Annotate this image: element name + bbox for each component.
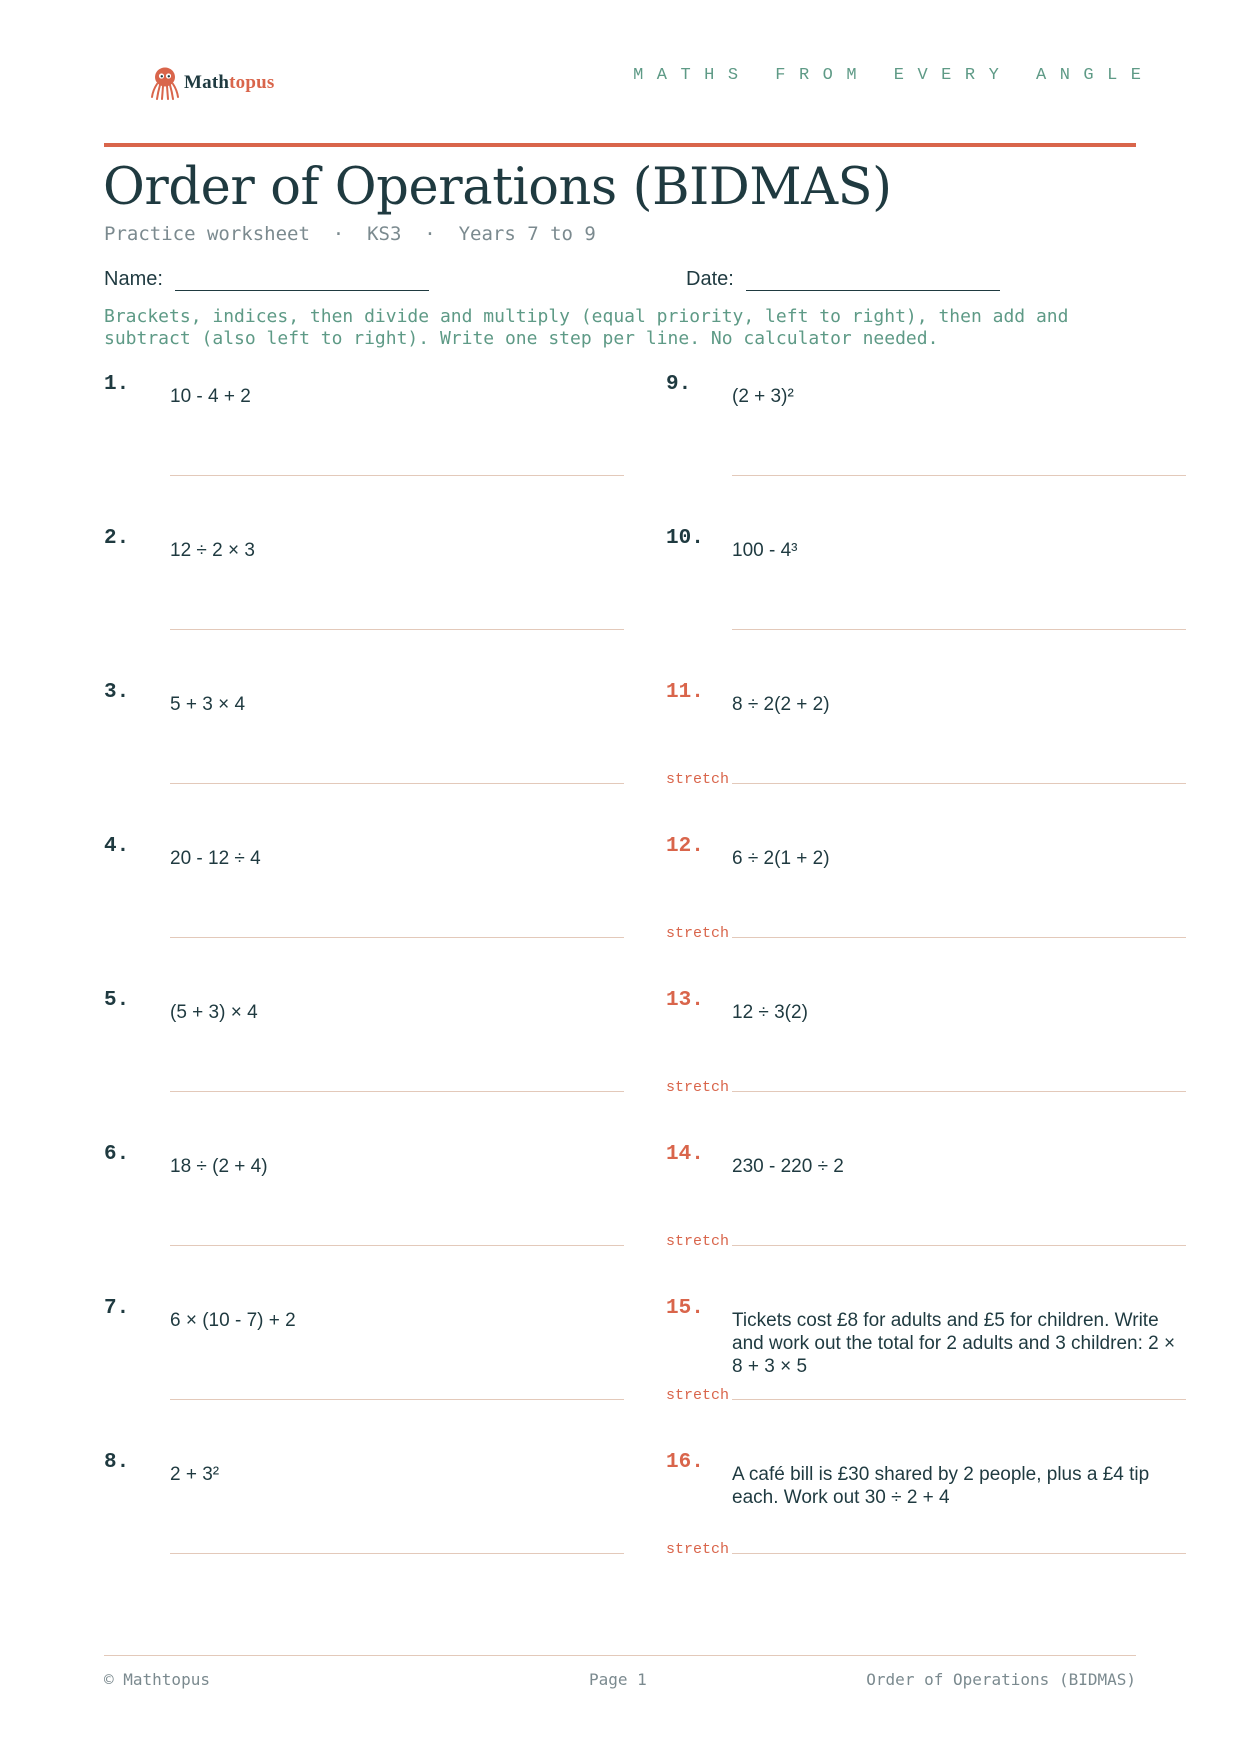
question-text: 20 - 12 ÷ 4 [170, 848, 261, 869]
instructions: Brackets, indices, then divide and multiply (equal priority, left to right), then add and subtract (also left to right). Write one step per line. No calculator needed. [104, 306, 1069, 349]
question-item [104, 373, 624, 525]
question-number: 14. [666, 1143, 704, 1166]
question-number: 9. [666, 373, 692, 396]
question-text: 6 ÷ 2(1 + 2) [732, 848, 830, 869]
date-blank[interactable] [746, 270, 1000, 291]
answer-line[interactable] [732, 629, 1186, 630]
stretch-tag: stretch [666, 925, 730, 942]
stretch-tag: stretch [666, 1079, 730, 1096]
stretch-tag: stretch [666, 1233, 730, 1250]
page-subtitle: Practice worksheet · KS3 · Years 7 to 9 [104, 223, 596, 245]
question-number: 5. [104, 989, 130, 1012]
answer-line[interactable] [170, 629, 624, 630]
answer-line[interactable] [170, 1399, 624, 1400]
question-text: 6 × (10 - 7) + 2 [170, 1310, 296, 1331]
stretch-tag: stretch [666, 1541, 730, 1558]
question-item [104, 1451, 624, 1603]
answer-line[interactable] [170, 475, 624, 476]
question-text: Tickets cost £8 for adults and £5 for children. Write and work out the total for 2 adults and 3 children: 2 × 8 + 3 × 5 [732, 1310, 1176, 1377]
question-number: 1. [104, 373, 130, 396]
question-item [104, 989, 624, 1141]
question-item [666, 1143, 1186, 1295]
footer-page-number: Page 1 [589, 1670, 647, 1689]
header-divider [104, 143, 1136, 147]
date-label: Date: [686, 268, 734, 290]
question-number: 8. [104, 1451, 130, 1474]
answer-line[interactable] [732, 1399, 1186, 1400]
answer-line[interactable] [170, 1091, 624, 1092]
question-item [104, 1143, 624, 1295]
name-label: Name: [104, 268, 163, 290]
question-text: A café bill is £30 shared by 2 people, plus a £4 tip each. Work out 30 ÷ 2 + 4 [732, 1464, 1150, 1508]
question-number: 15. [666, 1297, 704, 1320]
question-number: 7. [104, 1297, 130, 1320]
question-item [104, 527, 624, 679]
footer-divider [104, 1655, 1136, 1656]
question-text: (5 + 3) × 4 [170, 1002, 258, 1023]
answer-line[interactable] [732, 1553, 1186, 1554]
question-number: 10. [666, 527, 704, 550]
answer-line[interactable] [170, 1553, 624, 1554]
question-item [666, 527, 1186, 679]
question-item [104, 681, 624, 833]
name-blank[interactable] [175, 270, 429, 291]
question-item [104, 1297, 624, 1449]
octopus-icon [150, 66, 180, 100]
question-item [666, 835, 1186, 987]
answer-line[interactable] [170, 937, 624, 938]
question-text: 8 ÷ 2(2 + 2) [732, 694, 830, 715]
question-number: 11. [666, 681, 704, 704]
page-title: Order of Operations (BIDMAS) [103, 158, 892, 217]
footer-copyright: © Mathtopus [104, 1670, 210, 1689]
question-item [666, 373, 1186, 525]
answer-line[interactable] [732, 1245, 1186, 1246]
answer-line[interactable] [170, 783, 624, 784]
brand-logo [150, 66, 275, 100]
question-text: 5 + 3 × 4 [170, 694, 246, 715]
question-number: 3. [104, 681, 130, 704]
brand-name-part2: topus [229, 72, 275, 93]
question-item [666, 1297, 1186, 1449]
question-item [666, 1451, 1186, 1603]
tagline: MATHS FROM EVERY ANGLE [633, 66, 1155, 85]
question-number: 4. [104, 835, 130, 858]
date-field[interactable] [686, 268, 1000, 291]
question-text: 230 - 220 ÷ 2 [732, 1156, 844, 1177]
question-text: 10 - 4 + 2 [170, 386, 251, 407]
question-text: 12 ÷ 3(2) [732, 1002, 808, 1023]
question-number: 13. [666, 989, 704, 1012]
stretch-tag: stretch [666, 1387, 730, 1404]
question-number: 12. [666, 835, 704, 858]
answer-line[interactable] [170, 1245, 624, 1246]
question-item [666, 989, 1186, 1141]
question-text: 100 - 4³ [732, 540, 798, 561]
question-text: 12 ÷ 2 × 3 [170, 540, 255, 561]
question-number: 6. [104, 1143, 130, 1166]
stretch-tag: stretch [666, 771, 730, 788]
answer-line[interactable] [732, 937, 1186, 938]
footer-doc-title: Order of Operations (BIDMAS) [866, 1670, 1136, 1689]
answer-line[interactable] [732, 475, 1186, 476]
question-text: (2 + 3)² [732, 386, 794, 407]
question-item [104, 835, 624, 987]
question-text: 2 + 3² [170, 1464, 220, 1485]
name-field[interactable] [104, 268, 429, 291]
question-number: 16. [666, 1451, 704, 1474]
question-number: 2. [104, 527, 130, 550]
answer-line[interactable] [732, 1091, 1186, 1092]
brand-name-part1: Math [184, 72, 230, 93]
question-text: 18 ÷ (2 + 4) [170, 1156, 268, 1177]
brand-name [184, 72, 275, 94]
answer-line[interactable] [732, 783, 1186, 784]
question-item [666, 681, 1186, 833]
